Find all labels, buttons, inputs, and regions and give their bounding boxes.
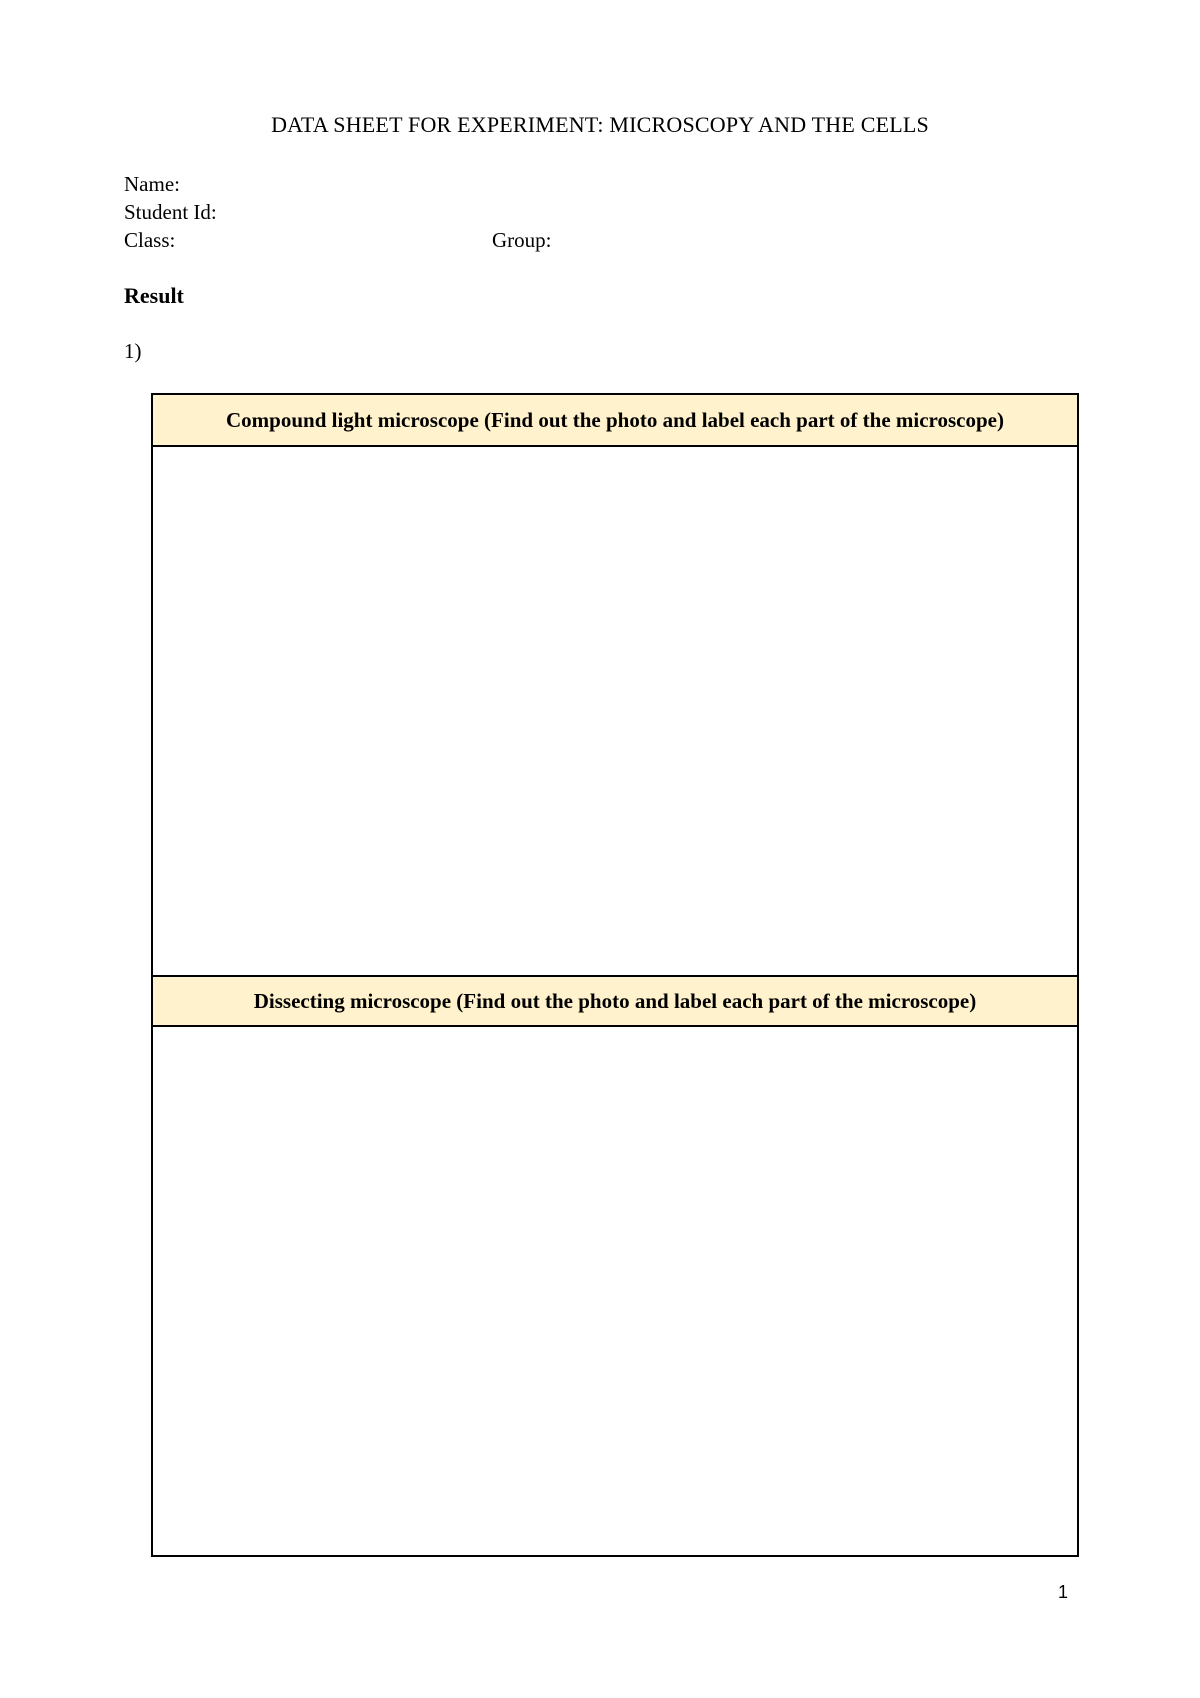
dissecting-microscope-photo-area — [153, 1027, 1077, 1555]
result-heading: Result — [124, 283, 184, 308]
page-number: 1 — [1058, 1582, 1069, 1602]
group-label: Group: — [492, 228, 552, 252]
compound-microscope-photo-area — [153, 447, 1077, 977]
class-label: Class: — [124, 228, 176, 252]
item-number: 1) — [124, 339, 142, 363]
compound-microscope-header-text: Compound light microscope (Find out the photo and label each part of the microscope) — [226, 407, 1004, 432]
microscope-table — [151, 393, 1079, 1557]
student-id-label: Student Id: — [124, 200, 217, 224]
name-label: Name: — [124, 172, 180, 196]
dissecting-microscope-header-text: Dissecting microscope (Find out the photo and label each part of the microscope) — [253, 988, 977, 1013]
page-title: DATA SHEET FOR EXPERIMENT: MICROSCOPY AND THE CELLS — [271, 112, 929, 137]
compound-microscope-header — [153, 395, 1077, 447]
dissecting-microscope-header — [153, 977, 1077, 1027]
